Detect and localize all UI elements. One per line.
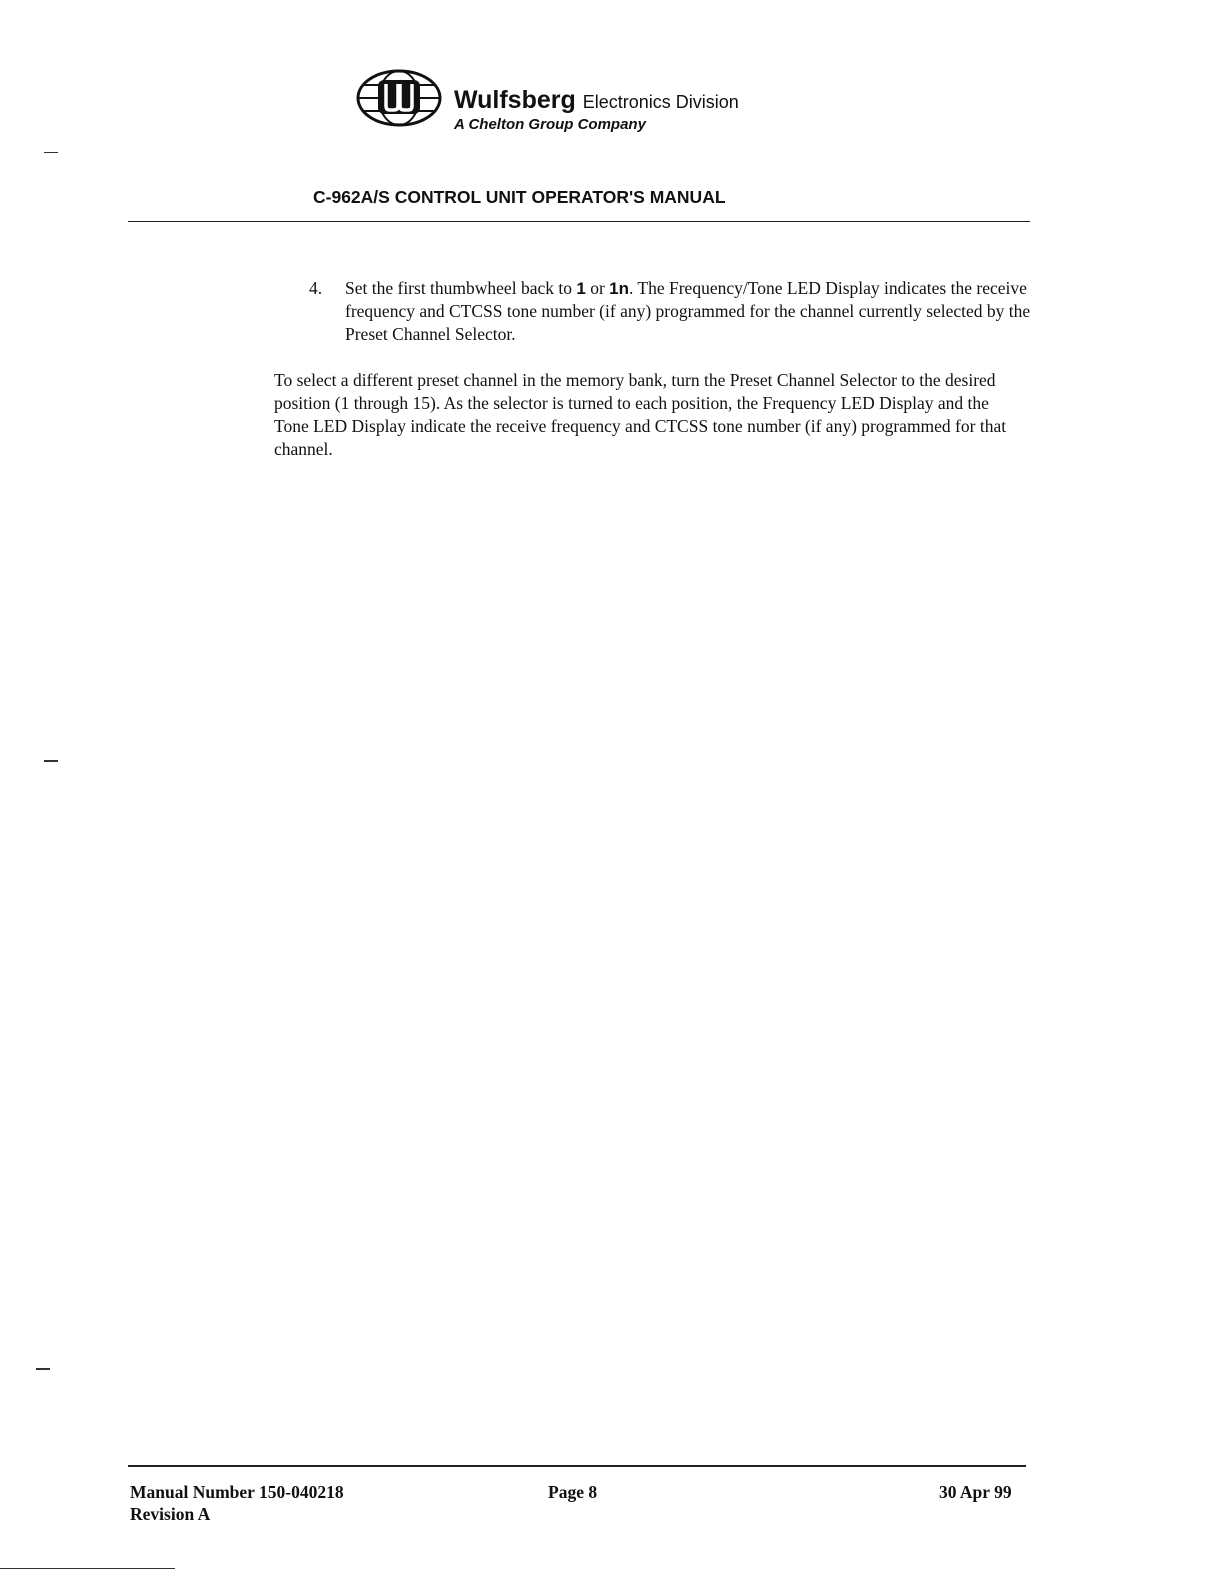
footer-rule	[128, 1465, 1026, 1467]
step-text	[345, 277, 1039, 346]
company-name-text: Wulfsberg	[454, 86, 576, 114]
step-value-1: 1	[576, 279, 586, 298]
header-rule	[128, 221, 1030, 222]
footer-page-number: Page 8	[548, 1482, 598, 1502]
scan-mark	[36, 1368, 50, 1370]
body-paragraph: To select a different preset channel in the memory bank, turn the Preset Channel Selector to the desired position (1 through 15). As the selector is turned to each position, the Frequency LED Display and the Tone LED Display indicate the receive frequency and CTCSS tone number (if any) programmed for that channel.	[274, 370, 1007, 459]
step-text-or: or	[585, 278, 610, 298]
step-text-before: Set the first thumbwheel back to	[345, 278, 577, 298]
step-value-2: 1n	[609, 279, 629, 298]
footer-date: 30 Apr 99	[939, 1482, 1012, 1502]
scan-mark	[44, 760, 58, 762]
footer-revision: Revision A	[130, 1504, 211, 1524]
scan-mark	[0, 1568, 175, 1569]
scan-mark	[44, 152, 58, 153]
footer-manual-number: Manual Number 150-040218	[130, 1482, 344, 1502]
wulfsberg-globe-logo-icon	[356, 68, 442, 128]
company-tagline: A Chelton Group Company	[454, 116, 646, 133]
step-number: 4.	[309, 278, 323, 298]
step-text-after: . The Frequency/Tone LED Display indicates the receive frequency and CTCSS tone number (if any) programmed for the channel currently selected by the Preset Channel Selector.	[345, 278, 1031, 344]
numbered-step	[309, 277, 1039, 346]
document-title: C-962A/S CONTROL UNIT OPERATOR'S MANUAL	[313, 187, 726, 207]
company-name	[454, 86, 739, 115]
company-division: Electronics Division	[582, 92, 739, 112]
